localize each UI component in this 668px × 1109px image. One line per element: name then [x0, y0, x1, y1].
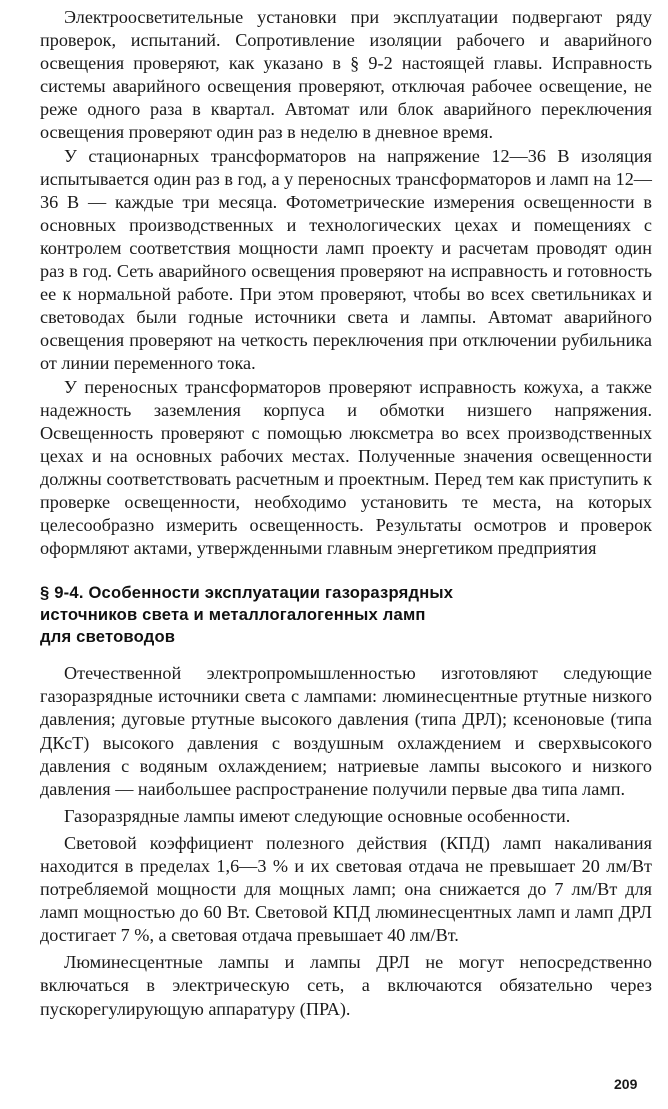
section-heading-line-2: источников света и металлогалогенных ламп [40, 605, 426, 625]
section-heading-line-3: для световодов [40, 627, 176, 647]
paragraph-lamp-features: Газоразрядные лампы имеют следующие основные особенности. [64, 805, 571, 826]
page-number: 209 [614, 1076, 638, 1092]
paragraph-inspections: Электроосветительные установки при эксплуатации подвергают ряду проверок, испытаний. Сопротивление изоляции рабочего и аварийного освещения проверяют, как указано в § 9-2 настоящей главы. Исправность системы аварийного освещения проверяют, отключая рабочее освещение, не реже одного раза в квартал. Автомат или блок аварийного переключения освещения проверяют один раз в неделю в дневное время. [40, 7, 652, 143]
paragraph-efficiency: Световой коэффициент полезного действия (КПД) ламп накаливания находится в пределах 1,6—3 % и их световая отдача не превышает 20 лм/Вт потребляемой мощности для мощных ламп; она снижается до 7 лм/Вт для ламп мощностью до 60 Вт. Световой КПД люминесцентных ламп и ламп ДРЛ достигает 7 %, а световая отдача превышает 40 лм/Вт. [40, 832, 652, 946]
section-heading-line-1: § 9-4. Особенности эксплуатации газоразрядных [40, 583, 454, 603]
paragraph-portable-transformers: У переносных трансформаторов проверяют исправность кожуха, а также надежность заземления корпуса и обмотки низшего напряжения. Освещенность проверяют с помощью люксметра во всех производственных цехах и на основных рабочих местах. Полученные значения освещенности должны соответствовать расчетным и проектным. Перед тем как приступить к проверке освещенности, необходимо установить те места, на которых целесообразно измерить освещенность. Результаты осмотров и проверок оформляют актами, утвержденными главным энергетиком предприятия [40, 376, 652, 559]
paragraph-lamp-types: Отечественной электропромышленностью изготовляют следующие газоразрядные источники света с лампами: люминесцентные ртутные низкого давления; дуговые ртутные высокого давления (типа ДРЛ); ксеноновые (типа ДКсТ) высокого давления с воздушным охлаждением и сверхвысокого давления с водяным охлаждением; натриевые лампы высокого и низкого давления — наибольшее распространение получили первые два типа ламп. [40, 663, 652, 799]
paragraph-ballast: Люминесцентные лампы и лампы ДРЛ не могут непосредственно включаться в электрическую сеть, а включаются обязательно через пускорегулирующую аппаратуру (ПРА). [40, 952, 652, 1019]
section-heading [40, 582, 652, 648]
document-page [40, 6, 652, 1021]
paragraph-transformers: У стационарных трансформаторов на напряжение 12—36 В изоляция испытывается один раз в год, а у переносных трансформаторов и ламп на 12—36 В — каждые три месяца. Фотометрические измерения освещенности в основных производственных и технологических цехах и помещениях с контролем соответствия мощности ламп проекту и расчетам проводят один раз в год. Сеть аварийного освещения проверяют на исправность и готовность ее к нормальной работе. При этом проверяют, чтобы во всех светильниках и световодах были годные источники света и лампы. Автомат аварийного освещения проверяют на четкость переключения при отключении рубильника от линии переменного тока. [40, 145, 652, 374]
